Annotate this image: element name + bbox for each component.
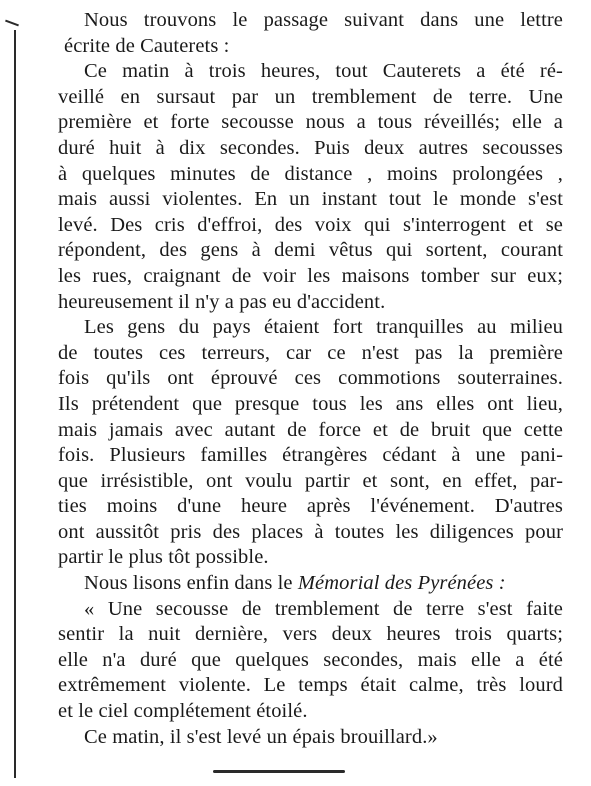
text-line: heureusement il n'y a pas eu d'accident. — [58, 290, 386, 313]
text-line: fois. Plusieurs familles étrangères cédant à une pani- — [58, 444, 563, 467]
text-line: Ils prétendent que presque tous les ans elles ont lieu, — [58, 392, 563, 415]
text-line: ont aussitôt pris des places à toutes les diligences pour — [58, 520, 563, 543]
text-line: extrêmement violente. Le temps était calme, très lourd — [58, 674, 563, 697]
text-line: et le ciel complétement étoilé. — [58, 700, 308, 723]
text-line: mais jamais avec autant de force et de bruit que cette — [58, 418, 563, 441]
text-line: ties moins d'une heure après l'événement. D'autres — [58, 495, 563, 518]
text-line: écrite de Cauterets : — [64, 34, 230, 57]
text-line: de toutes ces terreurs, car ce n'est pas la première — [58, 341, 563, 364]
text-fragment: Nous lisons enfin dans le — [84, 572, 298, 595]
text-line: levé. Des cris d'effroi, des voix qui s'interrogent et se — [58, 213, 563, 236]
text-line: répondent, des gens à demi vêtus qui sortent, courant — [58, 239, 563, 262]
text-line: Ce matin à trois heures, tout Cauterets a été ré- — [84, 60, 563, 83]
text-line: fois qu'ils ont éprouvé ces commotions souterraines. — [58, 367, 563, 390]
text-line: duré huit à dix secondes. Puis deux autres secousses — [58, 136, 563, 159]
margin-tick-mark — [5, 20, 19, 27]
text-line: partir le plus tôt possible. — [58, 546, 269, 569]
text-line: Ce matin, il s'est levé un épais brouillard.» — [84, 725, 438, 748]
margin-rule — [14, 30, 16, 778]
text-line: les rues, craignant de voir les maisons tomber sur eux; — [58, 264, 563, 287]
text-line: première et forte secousse nous a tous réveillés; elle a — [58, 111, 563, 134]
text-line: mais aussi violentes. En un instant tout le monde s'est — [58, 188, 563, 211]
publication-title: Mémorial des Pyrénées : — [297, 572, 506, 595]
text-line: veillé en sursaut par un tremblement de terre. Une — [58, 85, 563, 108]
article-column — [58, 8, 563, 750]
text-line: sentir la nuit dernière, vers deux heures trois quarts; — [58, 623, 563, 646]
text-line: Les gens du pays étaient fort tranquilles au milieu — [84, 316, 563, 339]
text-line: elle n'a duré que quelques secondes, mais elle a été — [58, 648, 563, 671]
text-line: « Une secousse de tremblement de terre s'est faite — [84, 597, 563, 620]
text-line: que irrésistible, ont voulu partir et sont, en effet, par- — [58, 469, 563, 492]
text-line: Nous trouvons le passage suivant dans une lettre — [84, 9, 563, 31]
text-line: à quelques minutes de distance , moins prolongées , — [58, 162, 563, 185]
section-divider — [213, 770, 345, 773]
text-line-with-title — [58, 571, 563, 597]
